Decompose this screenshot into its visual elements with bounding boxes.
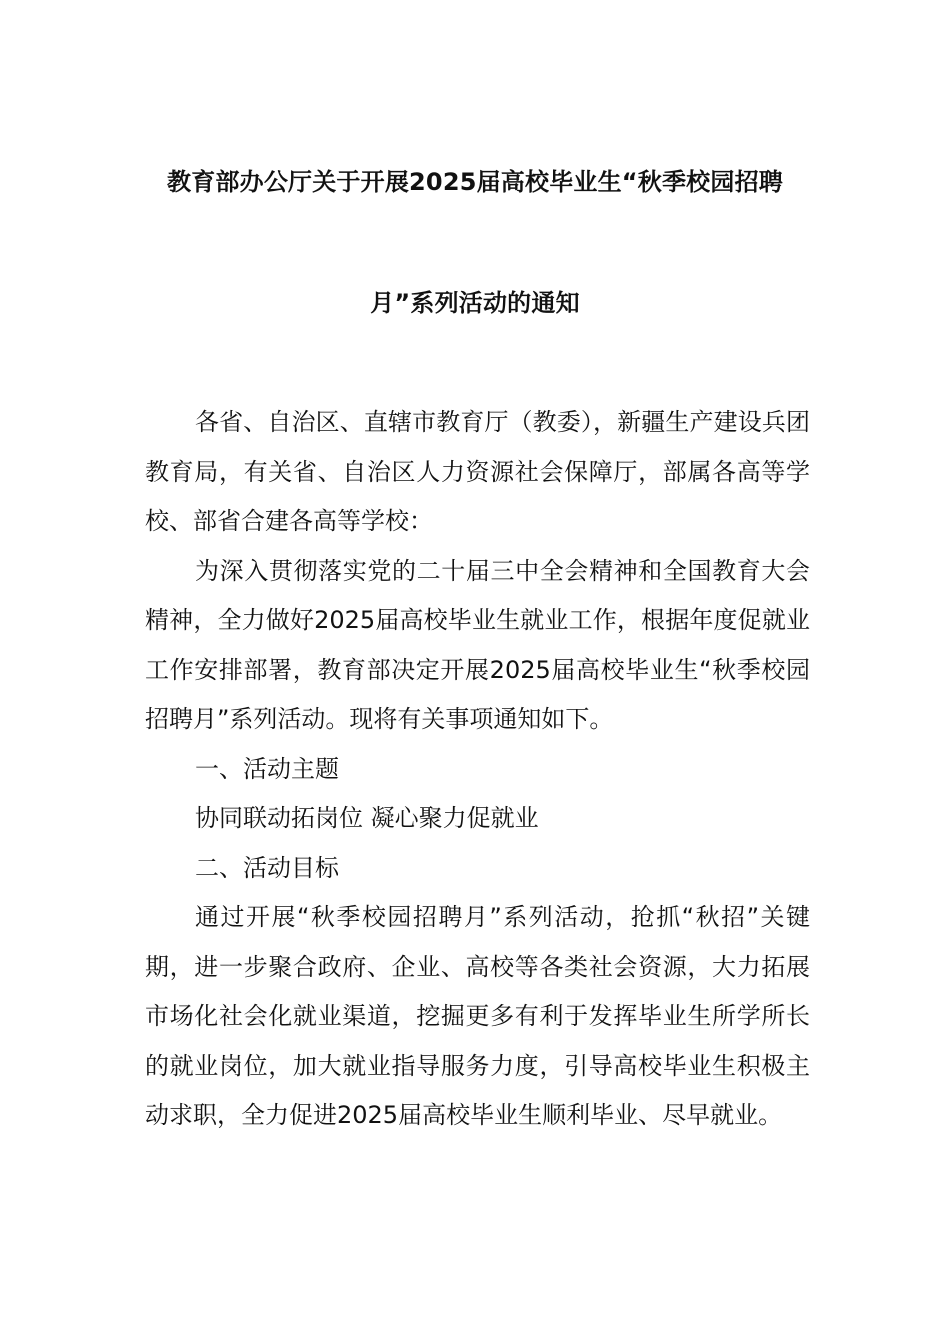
document-body (145, 398, 810, 1141)
paragraph-goals: 通过开展“秋季校园招聘月”系列活动，抢抓“秋招”关键期，进一步聚合政府、企业、高校等各类社会资源，大力拓展市场化社会化就业渠道，挖掘更多有利于发挥毕业生所学所长的就业岗位，加大就业指导服务力度，引导高校毕业生积极主动求职，全力促进2025届高校毕业生顺利毕业、尽早就业。 (145, 903, 810, 1129)
section-heading-theme: 一、活动主题 (195, 754, 339, 783)
paragraph-intro: 为深入贯彻落实党的二十届三中全会精神和全国教育大会精神，全力做好2025届高校毕业生就业工作，根据年度促就业工作安排部署，教育部决定开展2025届高校毕业生“秋季校园招聘月”系列活动。现将有关事项通知如下。 (145, 556, 810, 733)
paragraph-theme: 协同联动拓岗位 凝心聚力促就业 (195, 804, 539, 832)
paragraph-addressees: 各省、自治区、直辖市教育厅（教委），新疆生产建设兵团教育局，有关省、自治区人力资源社会保障厅，部属各高等学校、部省合建各高等学校： (145, 408, 810, 535)
section-heading-goals: 二、活动目标 (195, 853, 339, 882)
document-title-line-1: 教育部办公厅关于开展2025届高校毕业生“秋季校园招聘 (167, 168, 783, 196)
document-title-line-2: 月”系列活动的通知 (370, 289, 580, 317)
